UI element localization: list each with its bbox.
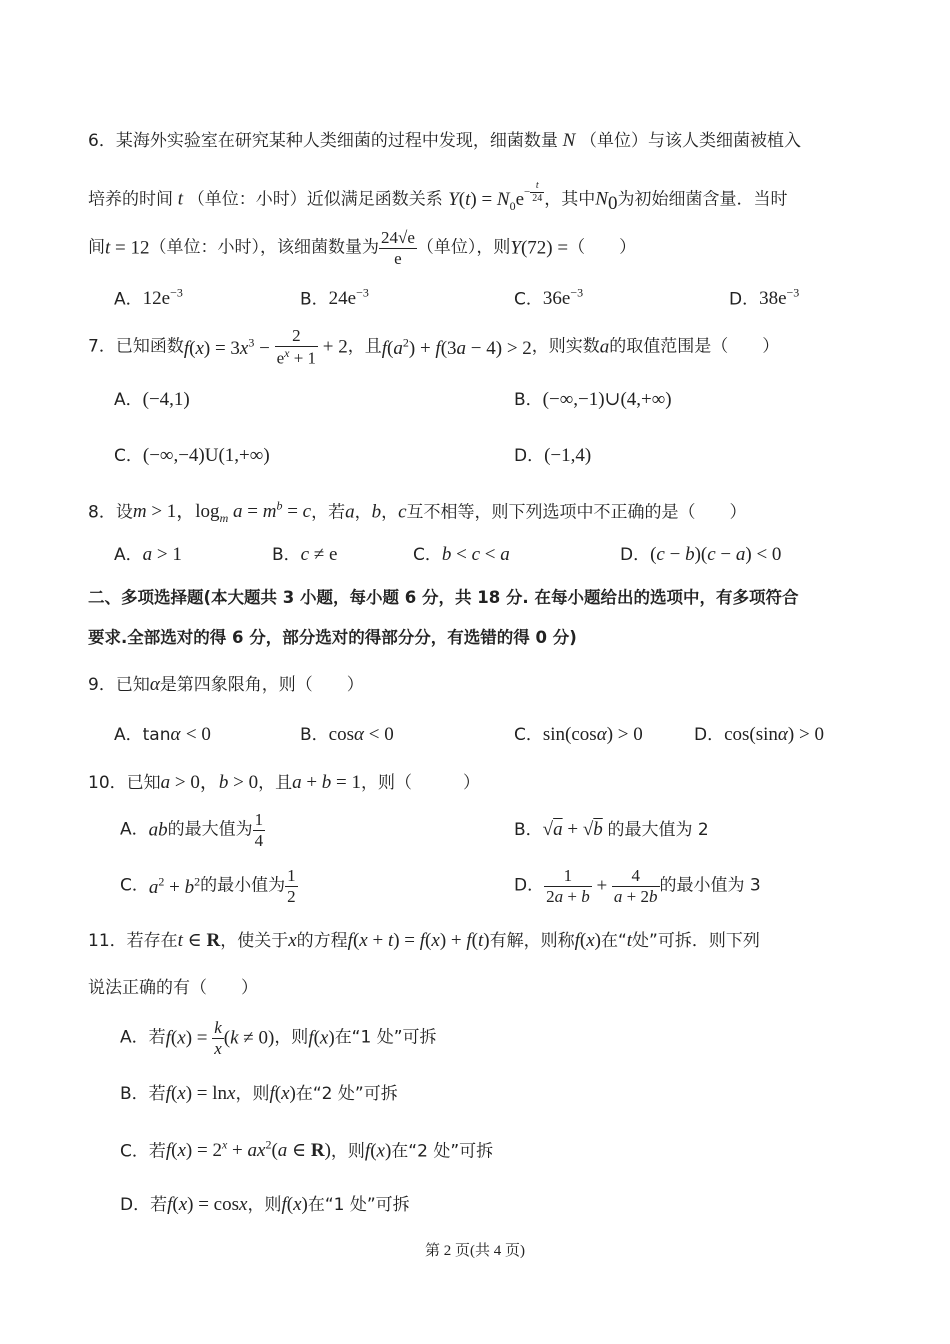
q9-stem: [88, 675, 364, 694]
math: √a + √b: [542, 819, 603, 840]
option-label: A．若: [120, 1027, 166, 1048]
q9-stem-text: 9．已知: [88, 675, 150, 695]
option-label: A．: [114, 289, 143, 310]
option-label: A．: [114, 725, 143, 745]
q6-option-b[interactable]: [300, 287, 369, 308]
math: a + b = 1: [292, 772, 362, 793]
q7-stem-text: ，则实数: [531, 336, 600, 357]
math: ab: [148, 819, 168, 841]
math: N: [595, 188, 608, 210]
option-text: 在“2 处”可拆: [295, 1084, 398, 1104]
q6-line2: [88, 180, 787, 213]
math: a > 0，b > 0: [160, 772, 259, 793]
section-heading: 要求.全部选对的得 6 分，部分选对的得部分分，有选错的得 0 分): [88, 628, 577, 647]
math: $a^2 + b^2$: [148, 874, 201, 898]
q11-option-b[interactable]: [120, 1084, 398, 1103]
math: (k ≠ 0): [223, 1027, 275, 1049]
q11-stem-text: ，使关于: [220, 931, 289, 951]
option-label: A．: [114, 545, 143, 565]
option-value: c ≠ e: [300, 544, 338, 565]
option-label: C．: [514, 289, 543, 310]
option-value: (−∞,−4)U(1,+∞): [142, 445, 270, 466]
option-label: D．若: [120, 1195, 168, 1215]
q6-stem: 为初始细菌含量．当时: [617, 189, 788, 210]
q7-option-a[interactable]: [114, 390, 190, 409]
q9-stem-text: 是第四象限角，则（ ）: [159, 675, 364, 695]
q11-stem: [88, 931, 760, 950]
q8-stem-text: 互不相等，则下列选项中不正确的是（ ）: [406, 502, 747, 523]
q6-option-c[interactable]: [514, 287, 583, 308]
q6-stem: （单位），则: [416, 237, 511, 258]
option-label: D．: [514, 875, 545, 896]
q7-stem-text: ，且: [347, 336, 382, 357]
q11-stem-text: 的方程: [296, 931, 348, 951]
math-fraction: $\frac{24√e}{e}$: [381, 228, 415, 268]
option-label: B．: [514, 820, 543, 840]
q6-line3: [88, 228, 636, 268]
option-label: C．: [413, 545, 442, 565]
math: x: [288, 930, 297, 951]
option-label: A．: [120, 819, 149, 840]
q11-stem-text: 11．若存在: [88, 931, 178, 951]
option-text: ，则: [235, 1084, 270, 1104]
q10-stem: [88, 773, 480, 792]
option-label: A．: [114, 390, 143, 410]
option-text: ，则: [247, 1195, 282, 1215]
q6-option-a[interactable]: [114, 287, 183, 308]
q8-option-a[interactable]: [114, 545, 182, 564]
math: +: [591, 875, 612, 897]
math: t = 12: [105, 237, 150, 259]
math: t: [173, 188, 188, 210]
q7-option-c[interactable]: [114, 446, 270, 465]
q6-stem: 6．某海外实验室在研究某种人类细菌的过程中发现，细菌数量: [88, 131, 558, 151]
option-label: B．: [514, 390, 543, 410]
math: a: [345, 501, 355, 523]
math: f(x): [574, 930, 601, 951]
option-label: C．: [514, 725, 543, 745]
math: + 2: [318, 336, 348, 358]
q7-option-d[interactable]: [514, 446, 591, 465]
option-label: D．: [514, 446, 545, 466]
q6-stem: 间: [88, 237, 105, 258]
section-heading: 二、多项选择题(本大题共 3 小题，每小题 6 分，共 18 分. 在每小题给出的选项中，有多项符合: [88, 588, 799, 607]
option-value: b < c < a: [441, 544, 510, 565]
math: f(x): [281, 1194, 308, 1215]
option-text: ，则: [330, 1141, 365, 1162]
option-value: a > 1: [142, 544, 182, 565]
option-label: C．: [120, 875, 149, 896]
q11-stem-text: 处”可拆．则下列: [632, 931, 760, 951]
option-label: C．: [114, 446, 143, 466]
q8-stem-text: ，若: [311, 502, 346, 523]
q6-stem: （单位：小时），该细菌数量为: [149, 237, 379, 258]
option-value: (−4,1): [142, 389, 190, 410]
q11-option-d[interactable]: [120, 1195, 410, 1214]
q9-option-d[interactable]: [694, 725, 824, 744]
math: b: [371, 501, 382, 523]
q6-stem: （单位）与该人类细菌被植入: [580, 131, 802, 151]
page-number: 第 2 页(共 4 页): [425, 1243, 525, 1259]
math-fraction: $\frac{k}{x}$: [214, 1018, 222, 1058]
option-label: D．: [694, 725, 725, 745]
math: f(x) = lnx: [165, 1083, 236, 1104]
q6-stem: ，其中: [544, 189, 596, 210]
option-text: 在“1 处”可拆: [307, 1195, 410, 1215]
q10-stem-text: ，则（ ）: [361, 773, 481, 793]
q10-option-c[interactable]: [120, 866, 298, 906]
math-fraction: $\frac{2}{e^x + 1}$: [276, 326, 317, 368]
q10-stem-text: 10．已知: [88, 773, 161, 793]
q6-option-d[interactable]: [729, 287, 799, 308]
math: t: [626, 930, 633, 951]
q7-stem-text: 的取值范围是（ ）: [609, 336, 780, 357]
q9-option-c[interactable]: [514, 725, 643, 744]
q11-stem-text: 有解，则称: [489, 931, 575, 951]
q6-stem: 培养的时间: [88, 189, 173, 210]
math-fraction: $\frac{1}{4}$: [254, 810, 264, 850]
q7-option-b[interactable]: [514, 390, 672, 409]
math: N: [557, 130, 581, 151]
math-fraction: $\frac{1}{2a + b}$: [546, 866, 590, 906]
q6-stem: （ ）: [568, 237, 637, 258]
q8-option-d[interactable]: [620, 545, 781, 564]
option-text: 的最小值为: [200, 875, 286, 896]
option-value: cos(sinα) > 0: [724, 724, 824, 745]
option-value: (c − b)(c − a) < 0: [650, 544, 782, 565]
option-value: $12e^{-3}$: [142, 286, 183, 310]
math: a: [599, 336, 610, 358]
option-value: $38e^{-3}$: [759, 286, 800, 310]
math: $f(x) = 2^x + ax^2(a$ ∈ R): [165, 1138, 331, 1162]
math-fraction: $\frac{4}{a + 2b}$: [613, 866, 658, 906]
q11-stem-text: 在“: [600, 931, 627, 951]
q8-option-b[interactable]: [272, 545, 337, 564]
option-text: 在“1 处”可拆: [334, 1027, 437, 1048]
math-formula: $f(a^2) + f(3a - 4) > 2$: [381, 335, 532, 359]
math-formula: $f(x) = 3x^3$ −: [183, 335, 275, 359]
math: f(x) = cosx: [167, 1194, 248, 1215]
math: f(x) =: [165, 1027, 213, 1049]
q11-stem-line2: 说法正确的有（ ）: [88, 978, 258, 998]
option-value: tanα < 0: [142, 724, 211, 745]
math: f(x): [364, 1140, 392, 1162]
option-label: B．若: [120, 1084, 166, 1104]
option-text: 的最大值为 2: [607, 820, 709, 840]
q6-stem: （单位：小时）近似满足函数关系: [187, 189, 443, 210]
math: α: [149, 674, 160, 695]
option-text: ，则: [274, 1027, 309, 1048]
q8-stem: 8．设m > 1，$\log_m a = m^b = c$，若a，b，c互不相等，则下列选项中不正确的是（ ）: [88, 499, 747, 526]
option-value: cosα < 0: [328, 724, 394, 745]
option-value: (−1,4): [544, 445, 592, 466]
q10-option-a[interactable]: [120, 810, 265, 850]
q10-option-d[interactable]: [514, 866, 761, 906]
option-label: B．: [272, 545, 301, 565]
math: 0: [607, 192, 618, 214]
option-label: D．: [620, 545, 651, 565]
math: c: [398, 501, 407, 523]
q7-stem: [88, 326, 779, 368]
math: Y(72) =: [510, 237, 569, 259]
q7-stem-text: 7．已知函数: [88, 336, 184, 357]
option-label: B．: [300, 725, 329, 745]
math: m > 1，$\log_m a = m^b = c$: [132, 499, 312, 526]
option-value: $36e^{-3}$: [542, 286, 584, 310]
math: f(x): [308, 1027, 335, 1049]
option-label: D．: [729, 289, 760, 310]
q9-option-a[interactable]: [114, 725, 211, 744]
option-text: 在“2 处”可拆: [391, 1141, 494, 1162]
math-formula: f(x + t) = f(x) + f(t): [347, 930, 490, 951]
q9-option-b[interactable]: [300, 725, 394, 744]
option-label: C．若: [120, 1141, 166, 1162]
q11-option-c[interactable]: [120, 1139, 493, 1160]
option-label: B．: [300, 289, 329, 310]
math: t ∈ R: [177, 930, 221, 951]
q10-option-b[interactable]: [514, 820, 709, 839]
q8-option-c[interactable]: [413, 545, 510, 564]
option-value: (−∞,−1)∪(4,+∞): [542, 389, 672, 410]
q8-stem-text: 8．设: [88, 502, 133, 523]
option-value: sin(cosα) > 0: [542, 724, 643, 745]
math-fraction: $\frac{1}{2}$: [287, 866, 296, 906]
q11-option-a[interactable]: [120, 1018, 437, 1058]
option-text: 的最小值为 3: [659, 875, 761, 896]
q6-line1: [88, 131, 801, 150]
q10-stem-text: ，且: [258, 773, 293, 793]
math-formula: $Y(t) = N_0e^{- \frac{t}{24}}$: [448, 180, 543, 213]
option-text: 的最大值为: [167, 819, 253, 840]
option-value: $24e^{-3}$: [328, 286, 369, 310]
math: f(x): [269, 1083, 296, 1104]
